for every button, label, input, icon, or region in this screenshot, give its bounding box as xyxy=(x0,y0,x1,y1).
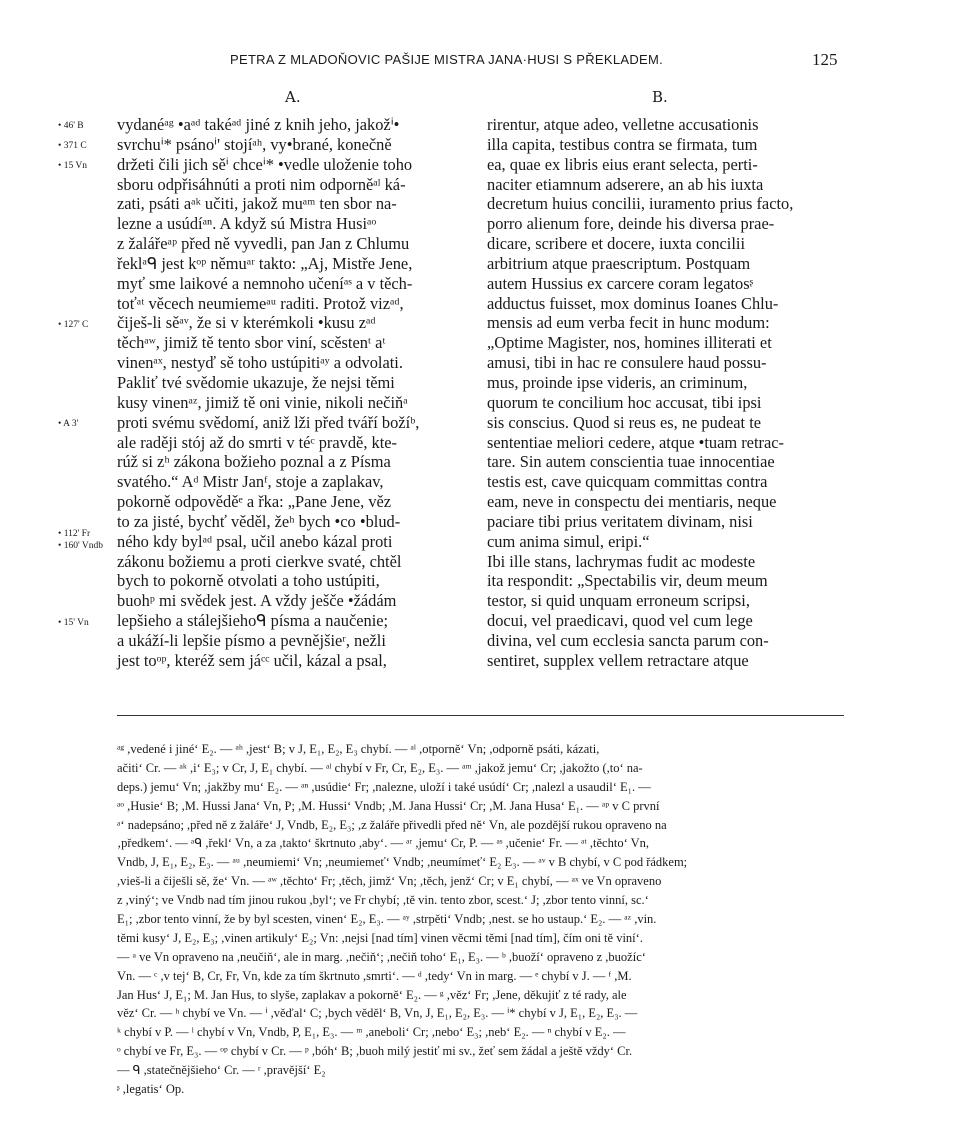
text-line: a ukáží-li lepšie písmo a pevnějšieʳ, nežli xyxy=(117,630,386,650)
footnote-line: E₁; ,zbor tento vinní, že by byl scesten, vinen‘ E₂, E₃. — ᵃʸ ,strpěti‘ Vndb; ,nest. se ho ustaup.‘ E₂. — ᵃᶻ ,vin. xyxy=(117,912,657,927)
text-line: eam, neve in conspectu dei mentiaris, neque xyxy=(487,492,777,512)
text-line: naciter etiamnum adserere, an ab his iuxta xyxy=(487,174,764,194)
text-line: sentiret, supplex vellem retractare atque xyxy=(487,650,749,670)
footnote-line: ᶳ ,legatis‘ Op. xyxy=(117,1082,185,1097)
text-line: lezne a usúdíᵃⁿ. A když sú Mistra Husiᵃᵒ xyxy=(117,214,377,234)
footnote-line: věz‘ Cr. — ʰ chybí ve Vn. — ⁱ ,věďal‘ C; ,bych věděl‘ B, Vn, J, E₁, E₂, E₃. — ⁱ* chybí v J, E₁, E₂, E₃. — xyxy=(117,1006,638,1021)
footnote-line: Vn. — ᶜ ,v tej‘ B, Cr, Fr, Vn, kde za tím škrtnuto ,smrti‘. — ᵈ ,tedy‘ Vn in marg. — ᵉ chybí v J. — ᶠ ,M. xyxy=(117,968,632,983)
margin-note: • 371 C xyxy=(58,141,87,151)
text-line: myť sme laikové a nemnoho učeníᵃˢ a v těch- xyxy=(117,273,413,293)
footnote-line: ačiti‘ Cr. — ᵃᵏ ,i‘ E₃; v Cr, J, E₁ chybí. — ᵃˡ chybí v Fr, Cr, E₂, E₃. — ᵃᵐ ,jakož jemu‘ Cr; ,jakožto (,to‘ na- xyxy=(117,760,643,775)
footnote-line: z ,viný‘; ve Vndb nad tím jinou rukou ,byl‘; ve Fr chybí; ,tě vin. tento zbor, scest.‘ J; ,zbor tento vinní, sc.‘ xyxy=(117,893,649,908)
text-line: ita respondit: „Spectabilis vir, deum meum xyxy=(487,571,768,591)
margin-note: • A 3' xyxy=(58,419,79,429)
footnote-line: ,vieš-li a čiješli sě, že‘ Vn. — ᵃʷ ,těchto‘ Fr; ,těch, jimž‘ Vn; ,těch, jenž‘ Cr; v E₁ chybí, — ᵃˣ ve Vn opraveno xyxy=(117,874,662,889)
text-line: mus, proinde ipse videris, an criminum, xyxy=(487,372,748,392)
text-line: quorum te concilium hoc accusat, tibi ipsi xyxy=(487,392,762,412)
footnote-line: Vndb, J, E₁, E₂, E₃. — ᵃᵘ ,neumiemi‘ Vn; ,neumiemeť‘ Vndb; ,neumímeť‘ E₂ E₃. — ᵃᵛ v B chybí, v C pod řádkem; xyxy=(117,855,688,870)
footnotes-block xyxy=(117,740,844,1099)
czech-text-column xyxy=(117,115,452,671)
text-line: buohᵖ mi svědek jest. A vždy ješče •žádám xyxy=(117,591,397,611)
text-line: držeti čili jich sěⁱ chceⁱ* •vedle uloženie toho xyxy=(117,154,413,174)
text-line: svatého.“ Aᵈ Mistr Janᶠ, stoje a zaplakav, xyxy=(117,472,384,492)
text-line: tare. Sin autem conscientia tuae innocentiae xyxy=(487,452,775,472)
text-line: čiješ-li sěᵃᵛ, že si v kterémkoli •kusu zᵃᵈ xyxy=(117,313,376,333)
footnote-line: ᵃ‘ nadepsáno; ,před ně z žaláře‘ J, Vndb, E₂, E₃; ,z žaláře přivedli před ně‘ Vn, ale pozdější rukou opraveno na xyxy=(117,817,667,832)
text-line: paciare tibi prius veritatem divinam, nisi xyxy=(487,511,753,531)
text-line: rúž si zʰ zákona božieho poznal a z Písma xyxy=(117,452,391,472)
text-line: testis est, cave quicquam committas contra xyxy=(487,472,768,492)
text-line: illa capita, testibus contra se firmata, tum xyxy=(487,134,758,154)
text-line: porro alienum fore, deinde his diversa prae- xyxy=(487,214,775,234)
margin-note: • 127' C xyxy=(58,320,89,330)
text-line: pokorně odpověděᵉ a řka: „Pane Jene, věz xyxy=(117,492,392,512)
text-line: dicare, scribere et docere, iuxta concilii xyxy=(487,234,746,254)
running-title: PETRA Z MLADOŇOVIC PAŠIJE MISTRA JANA·HUSI S PŘEKLADEM. xyxy=(230,52,664,67)
text-line: rirentur, atque adeo, velletne accusationis xyxy=(487,115,759,134)
text-line: ea, quae ex libris eius erant selecta, perti- xyxy=(487,154,758,174)
column-a-heading: A. xyxy=(285,88,301,106)
text-line: sententiae meliori cedere, atque •tuam retrac- xyxy=(487,432,784,452)
text-line: arbitrium atque praescriptum. Postquam xyxy=(487,253,751,273)
text-line: ale raději stój až do smrti v téᶜ pravdě, kte- xyxy=(117,432,398,452)
text-line: bych to pokorně otvolati a toho ustúpiti, xyxy=(117,571,380,591)
margin-note: • 112' Fr xyxy=(58,529,91,539)
page-number: 125 xyxy=(812,50,838,69)
text-line: proti svému svědomí, aniž lži před tváří božíᵇ, xyxy=(117,412,420,432)
text-line: Pakliť tvé svědomie ukazuje, že nejsi těmi xyxy=(117,372,395,392)
text-line: autem Hussius ex carcere coram legatosᶳ xyxy=(487,273,754,293)
margin-note: • 46' B xyxy=(58,121,84,131)
footnote-divider xyxy=(117,715,844,716)
latin-text-column xyxy=(487,115,842,671)
footnote-line: ᵃᵍ ,vedené i jiné‘ E₂. — ᵃʰ ,jest‘ B; v J, E₁, E₂, E₃ chybí. — ᵃˡ ,otporně‘ Vn; ,odporně psáti, kázati, xyxy=(117,742,600,756)
text-line: divina, vel cum ecclesia sancta parum con- xyxy=(487,630,769,650)
text-line: adductus fuisset, mox dominus Ioanes Chlu- xyxy=(487,293,779,313)
text-line: sboru odpřisáhnúti a proti nim odporněᵃˡ ká- xyxy=(117,174,406,194)
footnote-line: ᵃᵒ ,Husie‘ B; ,M. Hussi Jana‘ Vn, P; ,M. Hussi‘ Vndb; ,M. Jana Hussi‘ Cr; ,M. Jana Husa‘ E₁. — ᵃᵖ v C první xyxy=(117,798,660,813)
text-line: „Optime Magister, nos, homines illiterati et xyxy=(487,333,772,353)
text-line: z žalářeᵃᵖ před ně vyvedli, pan Jan z Chlumu xyxy=(117,234,410,254)
text-line: docui, vel praedicavi, quod vel cum lege xyxy=(487,611,753,631)
text-line: vydanéᵃᵍ •aᵃᵈ takéᵃᵈ jiné z knih jeho, jakožⁱ• xyxy=(117,115,400,134)
text-line: jest toᵒᵖ, kteréž sem jáᶜᶜ učil, kázal a psal, xyxy=(117,650,387,670)
text-line: mensis ad eum verba fecit in hunc modum: xyxy=(487,313,770,333)
footnote-line: — ᑫ ,statečnějšieho‘ Cr. — ʳ ,pravější‘ E₂ xyxy=(117,1063,326,1078)
text-line: těchᵃʷ, jimiž tě tento sbor viní, scěstenᵗ aᵗ xyxy=(117,333,386,353)
footnote-line: — ᵃ ve Vn opraveno na ,neučiň‘, ale in marg. ,nečiň‘; ,nečiň toho‘ E₁, E₃. — ᵇ ,buoží‘ opraveno z ,buožíc‘ xyxy=(117,949,646,964)
footnote-line: ᵒ chybí ve Fr, E₃. — ᵒᵖ chybí v Cr. — ᵖ ,bóh‘ B; ,buoh milý jestiť mi sv., žeť sem žádal a ještě vždy‘ Cr. xyxy=(117,1044,633,1059)
text-line: Ibi ille stans, lachrymas fudit ac modeste xyxy=(487,551,756,571)
text-line: sis conscius. Quod si reus es, ne pudeat te xyxy=(487,412,762,432)
margin-note: • 15' Vn xyxy=(58,618,89,628)
footnote-line: Jan Hus‘ J, E₁; M. Jan Hus, to slyše, zaplakav a pokorně‘ E₂. — ᵍ ,věz‘ Fr; ,Jene, děkujiť z té rady, ale xyxy=(117,987,627,1002)
text-line: ného kdy bylᵃᵈ psal, učil anebo kázal proti xyxy=(117,531,393,551)
text-line: toťᵃᵗ věcech neumiemeᵃᵘ raditi. Protož vizᵃᵈ, xyxy=(117,293,404,313)
text-line: lepšieho a stálejšiehoᑫ písma a naučenie; xyxy=(117,611,389,631)
footnote-line: ‚předkem‘. — ᵃᑫ ,řekl‘ Vn, a za ,takto‘ škrtnuto ,aby‘. — ᵃʳ ,jemu‘ Cr, P. — ᵃˢ ,učenie‘ Fr. — ᵃᵗ ,těchto‘ Vn, xyxy=(117,836,650,851)
text-line: amusi, tibi in hac re consulere haud possu- xyxy=(487,353,767,373)
text-line: kusy vinenᵃᶻ, jimiž tě oni vinie, nikoli nečiňᵃ xyxy=(117,392,408,412)
text-line: svrchuⁱ* psánoⁱ' stojíᵃʰ, vy•brané, konečně xyxy=(117,134,392,154)
text-line: řeklᵃᑫ jest kᵒᵖ němuᵃʳ takto: „Aj, Mistře Jene, xyxy=(117,253,413,273)
text-line: to za jisté, bychť věděl, žeʰ bych •co •blud- xyxy=(117,511,401,531)
text-line: zákonu božiemu a proti cierkve svaté, chtěl xyxy=(117,551,402,571)
margin-note: • 15 Vn xyxy=(58,161,88,171)
text-line: zati, psáti aᵃᵏ učiti, jakož muᵃᵐ ten sbor na- xyxy=(117,194,397,214)
footnote-line: ᵏ chybí v P. — ˡ chybí v Vn, Vndb, P, E₁, E₃. — ᵐ ,aneboli‘ Cr; ,nebo‘ E₃; ,neb‘ E₂. — ⁿ chybí v E₂. — xyxy=(117,1025,626,1040)
margin-note: • 160' Vndb xyxy=(58,541,103,551)
text-line: testor, si quid unquam erroneum scripsi, xyxy=(487,591,750,611)
column-b-heading: B. xyxy=(652,88,668,106)
text-line: cum anima simul, eripi.“ xyxy=(487,531,650,551)
text-line: decretum huius concilii, iuramento prius facto, xyxy=(487,194,794,214)
footnote-line: těmi kusy‘ J, E₂, E₃; ,vinen artikuly‘ E₂; Vn: ,nejsi [nad tím] vinen věcmi těmi [nad tím], čím oni tě viní‘. xyxy=(117,930,643,945)
footnote-line: deps.) jemu‘ Vn; ,jakžby mu‘ E₂. — ᵃⁿ ,usúdie‘ Fr; ,nalezne, uloží i také usúdí‘ Cr; ,nalezl a usaudil‘ E₁. — xyxy=(117,779,651,794)
text-line: vinenᵃˣ, nestyď sě toho ustúpitiᵃʸ a odvolati. xyxy=(117,353,403,373)
